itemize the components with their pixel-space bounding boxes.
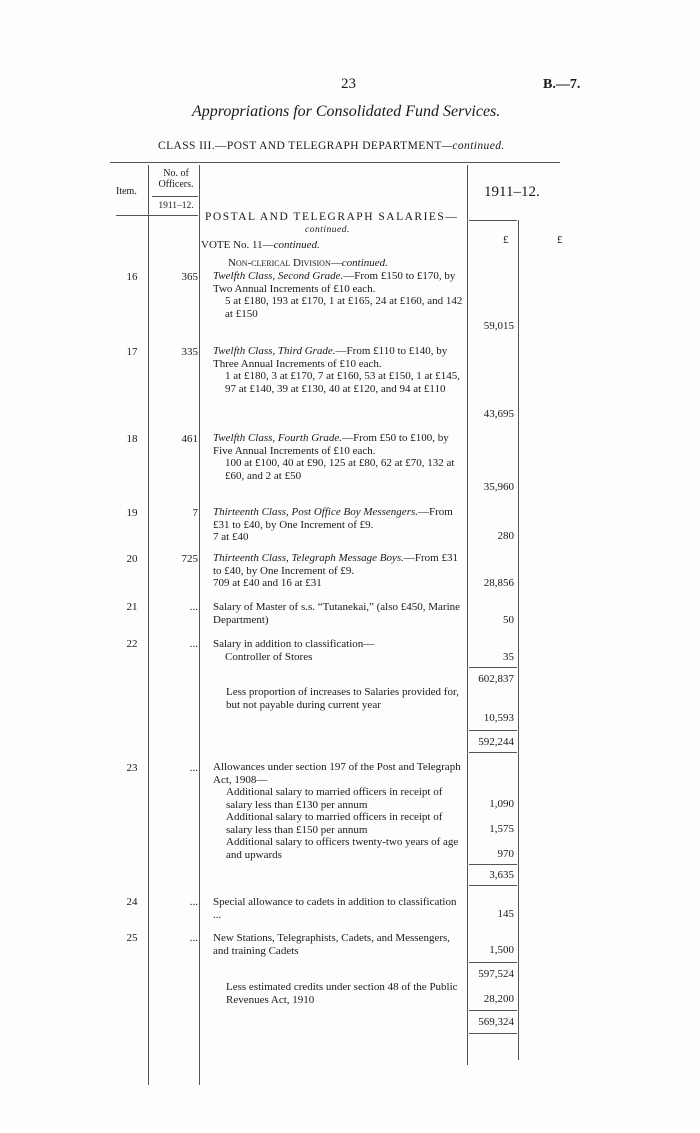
page-number: 23 xyxy=(341,76,356,92)
item-description xyxy=(213,432,465,482)
grade-detail: 1 at £180, 3 at £170, 7 at £160, 53 at £150, 1 at £145, 97 at £140, 39 at £130, 40 at £120, and 94 at £110 xyxy=(225,370,460,395)
item-amount: 145 xyxy=(497,908,514,920)
class-title xyxy=(158,140,505,152)
item-amount: 28,856 xyxy=(483,577,514,589)
officer-count: ... xyxy=(189,601,198,613)
item-description xyxy=(213,506,465,544)
item-number: 20 xyxy=(126,553,138,565)
item-number: 19 xyxy=(126,507,138,519)
item-22-text: Salary in addition to classification— xyxy=(213,638,375,650)
item-number: 17 xyxy=(126,346,138,358)
grade-title: Twelfth Class, Third Grade. xyxy=(213,345,336,357)
item-amount: 35 xyxy=(503,651,514,663)
page-title: Appropriations for Consolidated Fund Services. xyxy=(192,103,501,120)
col-header-item: Item. xyxy=(116,186,137,197)
item-number: 25 xyxy=(126,932,138,944)
grade-title: Thirteenth Class, Post Office Boy Messengers. xyxy=(213,506,419,518)
item-description: New Stations, Telegraphists, Cadets, and Messengers, and training Cadets xyxy=(213,932,451,957)
subtotal-rule xyxy=(469,962,517,963)
paper-reference: B.—7. xyxy=(543,77,581,92)
allowance-amount: 1,575 xyxy=(489,823,514,835)
grade-range: —From £110 to £140, by Three Annual Increments of £10 each. xyxy=(213,345,448,370)
col-header-officers-year: 1911–12. xyxy=(158,201,194,211)
item-number: 22 xyxy=(126,638,138,650)
officer-count: 461 xyxy=(181,433,198,445)
grade-range: —From £31 to £40, by One Increment of £9. xyxy=(213,506,453,531)
officer-count: 335 xyxy=(181,346,198,358)
subtotal-rule xyxy=(469,667,517,668)
subtotal-rule xyxy=(469,885,517,886)
total-rule xyxy=(469,1033,517,1034)
subtotal-rule xyxy=(469,1010,517,1011)
officer-count: ... xyxy=(189,638,198,650)
less-description: Less proportion of increases to Salaries provided for, but not payable during current year xyxy=(226,686,459,711)
col-header-year: 1911–12. xyxy=(484,184,540,200)
item-amount: 280 xyxy=(497,530,514,542)
col-line-4 xyxy=(518,220,519,1060)
allowance-total: 3,635 xyxy=(489,869,514,881)
grade-range: —From £150 to £170, by Two Annual Increments of £10 each. xyxy=(213,270,456,295)
item-description: Allowances under section 197 of the Post and Telegraph Act, 1908— xyxy=(213,761,461,786)
item-description xyxy=(213,345,465,395)
col-header-pound-2: £ xyxy=(557,234,563,246)
subtotal-amount: 602,837 xyxy=(478,673,514,685)
less-amount: 28,200 xyxy=(483,993,514,1005)
subtotal-rule xyxy=(469,730,517,731)
less-description: Less estimated credits under section 48 of the Public Revenues Act, 1910 xyxy=(226,981,458,1006)
officers-year-rule xyxy=(152,196,198,197)
item-description: Salary of Master of s.s. “Tutanekai,” (also £450, Marine Department) xyxy=(213,601,461,626)
grade-title: Twelfth Class, Fourth Grade. xyxy=(213,432,343,444)
grade-detail: 100 at £100, 40 at £90, 125 at £80, 62 at £70, 132 at £60, and 2 at £50 xyxy=(225,457,455,482)
grade-detail: 7 at £40 xyxy=(213,531,249,544)
subtotal-rule xyxy=(469,864,517,865)
grade-range: —From £31 to £40, by One Increment of £9. xyxy=(213,552,458,577)
grade-title: Thirteenth Class, Telegraph Message Boys. xyxy=(213,552,404,564)
amount-header-rule xyxy=(469,220,517,221)
vote-heading xyxy=(201,239,320,251)
item-amount: 50 xyxy=(503,614,514,626)
grade-range: —From £50 to £100, by Five Annual Increments of £10 each. xyxy=(213,432,449,457)
allowance-line: Additional salary to married officers in receipt of salary less than £130 per annum xyxy=(226,786,443,811)
vote-heading-continued: continued. xyxy=(273,239,320,251)
item-amount: 35,960 xyxy=(483,481,514,493)
division-heading-continued: continued. xyxy=(341,257,388,269)
item-amount: 59,015 xyxy=(483,320,514,332)
subtotal-rule xyxy=(469,752,517,753)
officer-count: ... xyxy=(189,932,198,944)
item-description xyxy=(213,270,465,320)
item-number: 23 xyxy=(126,762,138,774)
officer-count: ... xyxy=(189,762,198,774)
class-title-text: CLASS III.—POST AND TELEGRAPH DEPARTMENT xyxy=(158,140,442,152)
section-heading: POSTAL AND TELEGRAPH SALARIES— xyxy=(205,211,459,223)
officer-count: 365 xyxy=(181,271,198,283)
grade-detail: 5 at £180, 193 at £170, 1 at £165, 24 at £160, and 142 at £150 xyxy=(225,295,463,320)
col-header-pound-1: £ xyxy=(503,234,509,246)
grand-total: 569,324 xyxy=(478,1016,514,1028)
item-description: Special allowance to cadets in addition to classification ... xyxy=(213,896,457,921)
allowance-amount: 970 xyxy=(497,848,514,860)
item-number: 16 xyxy=(126,271,138,283)
item-amount: 1,500 xyxy=(489,944,514,956)
item-22-detail: Controller of Stores xyxy=(225,650,313,663)
allowance-amount: 1,090 xyxy=(489,798,514,810)
subtotal-amount: 592,244 xyxy=(478,736,514,748)
item-number: 21 xyxy=(126,601,138,613)
col-header-officers: No. of Officers. xyxy=(158,168,194,190)
header-top-rule xyxy=(110,162,560,163)
item-number: 18 xyxy=(126,433,138,445)
grade-title: Twelfth Class, Second Grade. xyxy=(213,270,344,282)
col-line-2 xyxy=(199,165,200,1085)
division-heading-text: Non-clerical Division— xyxy=(228,257,342,269)
allowance-line: Additional salary to officers twenty-two years of age and upwards xyxy=(226,836,459,861)
less-amount: 10,593 xyxy=(483,712,514,724)
officer-count: ... xyxy=(189,896,198,908)
header-bottom-rule xyxy=(116,215,198,216)
col-line-1 xyxy=(148,165,149,1085)
subtotal-amount: 597,524 xyxy=(478,968,514,980)
grade-detail: 709 at £40 and 16 at £31 xyxy=(213,577,322,590)
class-title-continued: —continued. xyxy=(441,140,505,152)
allowance-line: Additional salary to married officers in receipt of salary less than £150 per annum xyxy=(226,811,443,836)
division-heading xyxy=(228,257,388,269)
officer-count: 725 xyxy=(181,553,198,565)
officer-count: 7 xyxy=(192,507,198,519)
item-description xyxy=(213,552,465,590)
section-heading-continued: continued. xyxy=(305,225,350,235)
item-description xyxy=(213,638,465,663)
item-amount: 43,695 xyxy=(483,408,514,420)
item-number: 24 xyxy=(126,896,138,908)
vote-heading-text: VOTE No. 11— xyxy=(201,239,274,251)
